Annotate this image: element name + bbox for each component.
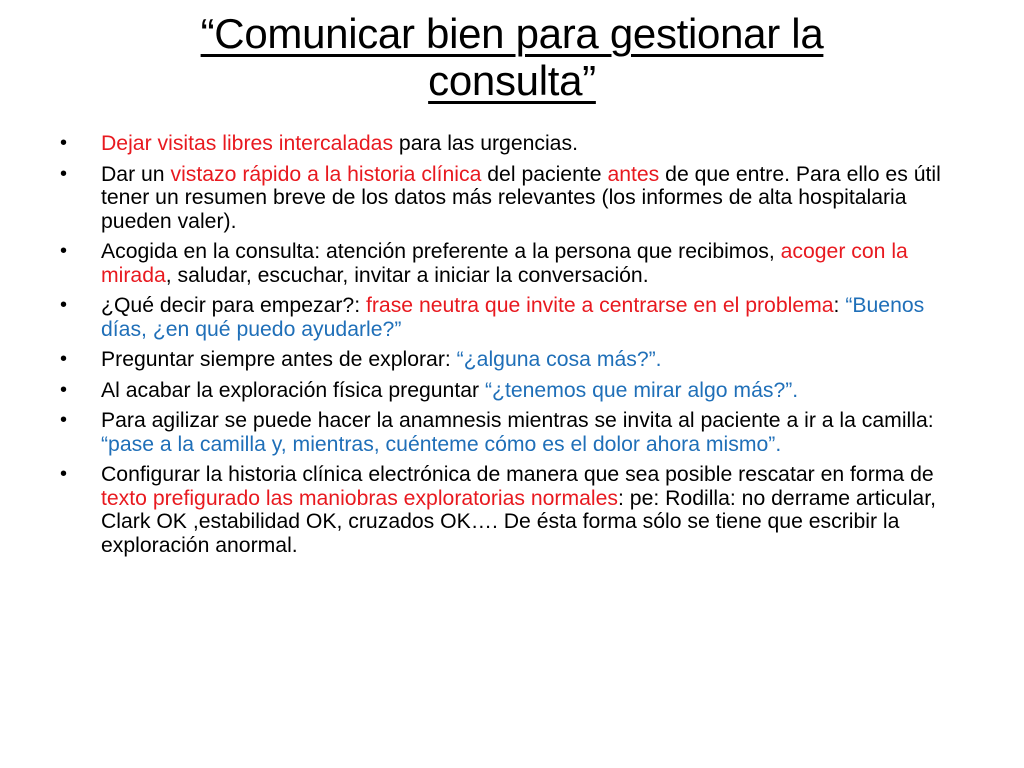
bullet-item (56, 132, 976, 156)
bullet-dot-icon: • (60, 378, 68, 401)
bullet-text-segment: antes (607, 162, 660, 186)
bullet-item (56, 294, 976, 341)
bullet-dot-icon: • (60, 132, 68, 154)
bullet-text-segment: de que entre. Para ello es útil tener un resumen breve de los datos más relevantes (los informes de alta hospitalaria pueden valer). (101, 162, 941, 233)
bullet-text-segment: frase neutra que invite a centrarse en el problema (365, 294, 834, 317)
bullet-text-segment: “¿tenemos que mirar algo más?”. (484, 378, 799, 402)
bullet-item (56, 163, 976, 234)
bullet-dot-icon: • (60, 463, 68, 485)
bullet-text-segment: Preguntar siempre antes de explorar: (101, 348, 457, 371)
bullet-text-segment: : (833, 294, 846, 317)
bullet-text-segment: texto prefigurado las maniobras exploratorias normales (101, 486, 619, 510)
bullet-dot-icon: • (60, 409, 68, 431)
bullet-text-segment: Dar un (101, 162, 171, 186)
bullet-dot-icon: • (60, 348, 68, 370)
bullet-text-segment: “pase a la camilla y, mientras, cuénteme cómo es el dolor ahora mismo”. (101, 432, 782, 456)
bullet-dot-icon: • (60, 294, 68, 316)
bullet-item (56, 240, 976, 287)
bullet-text-segment: acoger con la mirada (101, 240, 908, 287)
bullet-item (56, 463, 976, 557)
bullet-text-segment: “Buenos días, ¿en qué puedo ayudarle?” (101, 294, 925, 341)
title-line-2: consulta” (428, 57, 596, 104)
bullet-text-segment: del paciente (481, 162, 608, 186)
slide-title (120, 10, 904, 104)
bullet-text-segment: para las urgencias. (393, 132, 578, 155)
bullet-text-segment: Configurar la historia clínica electrónica de manera que sea posible rescatar en forma de (101, 463, 934, 486)
bullet-text-segment: ¿Qué decir para empezar?: (101, 294, 366, 317)
bullet-text-segment: Para agilizar se puede hacer la anamnesis mientras se invita al paciente a ir a la camilla: (101, 409, 934, 432)
bullet-list (56, 132, 976, 564)
bullet-dot-icon: • (60, 240, 68, 262)
bullet-dot-icon: • (60, 162, 68, 185)
bullet-text-segment: Acogida en la consulta: atención preferente a la persona que recibimos, (101, 240, 781, 263)
bullet-text-segment: vistazo rápido a la historia clínica (170, 162, 482, 186)
bullet-text-segment: “¿alguna cosa más?”. (456, 348, 662, 371)
bullet-text-segment: Dejar visitas libres intercaladas (101, 132, 394, 155)
bullet-text-segment: : pe: Rodilla: no derrame articular, Clark OK ,estabilidad OK, cruzados OK…. De ésta forma sólo se tiene que escribir la exploración anormal. (101, 486, 936, 557)
bullet-item (56, 348, 976, 372)
bullet-item (56, 409, 976, 456)
bullet-item (56, 379, 976, 403)
bullet-text-segment: , saludar, escuchar, invitar a iniciar la conversación. (165, 263, 649, 287)
bullet-text-segment: Al acabar la exploración física preguntar (101, 378, 485, 402)
title-line-1: “Comunicar bien para gestionar la (200, 10, 824, 57)
